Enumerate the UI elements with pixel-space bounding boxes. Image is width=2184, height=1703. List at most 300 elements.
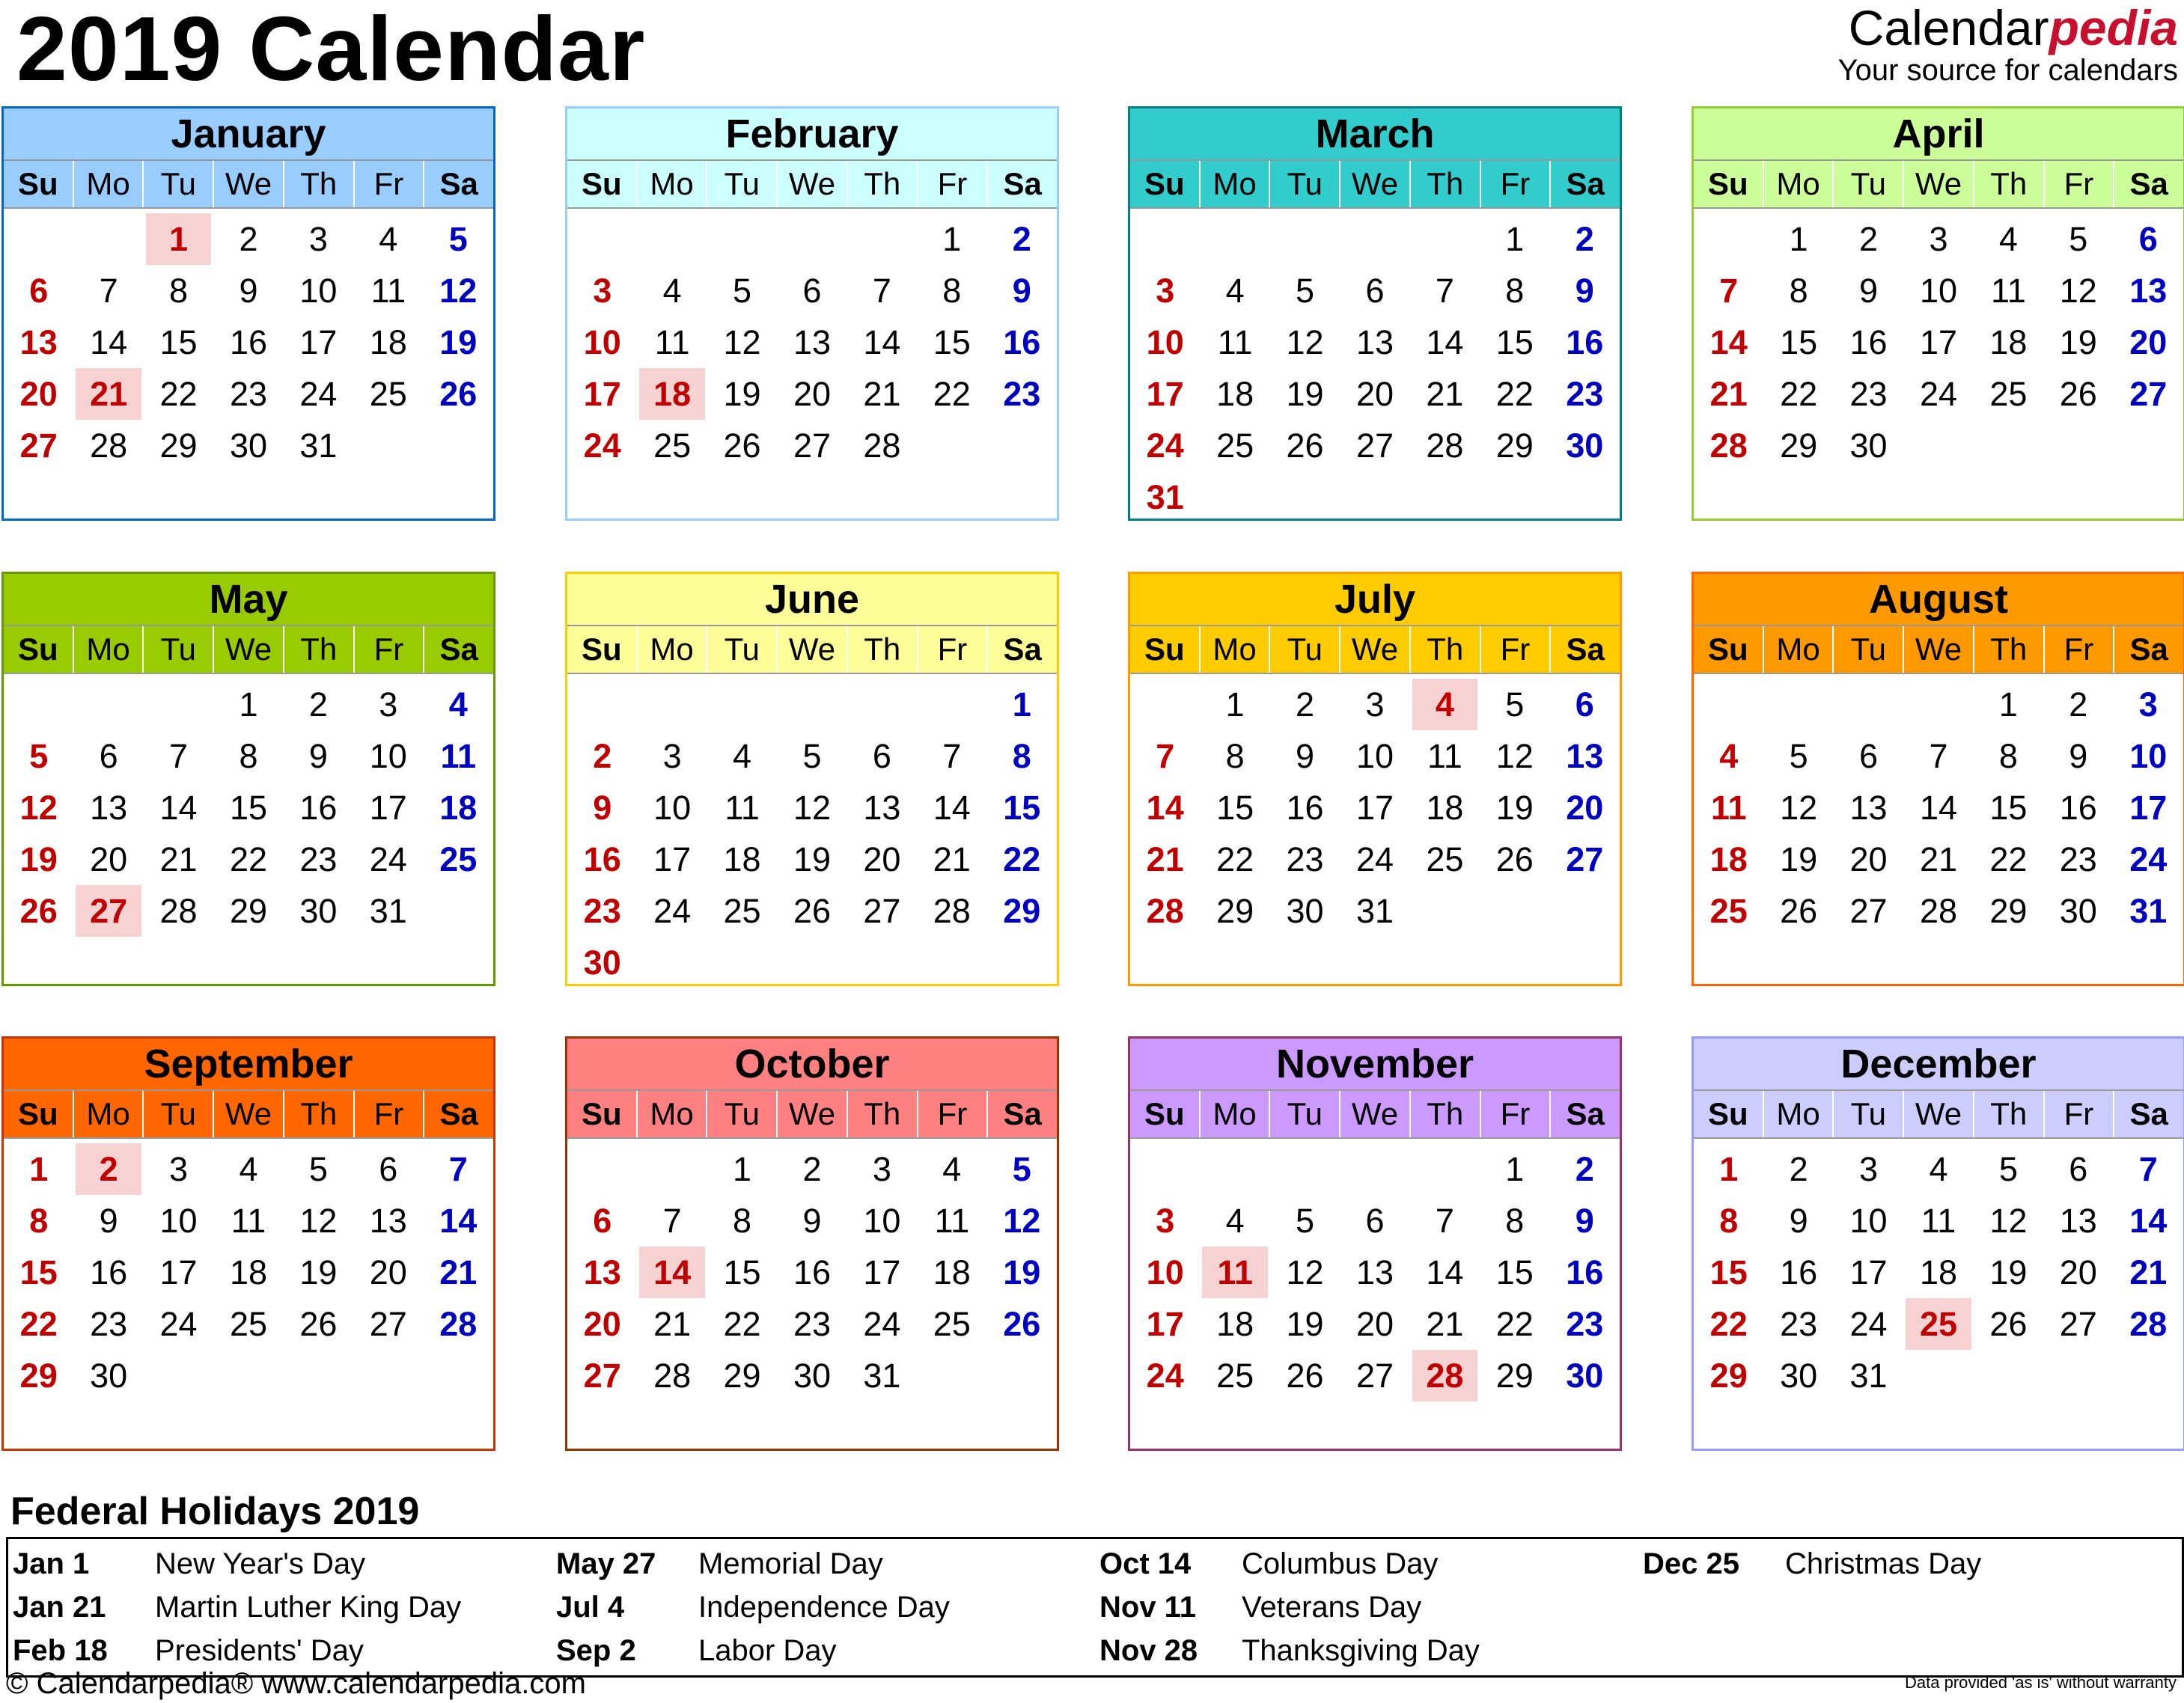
day-cell[interactable]: 24	[583, 426, 621, 465]
day-cell[interactable]: 13	[1849, 789, 1888, 827]
day-cell[interactable]: 13	[793, 323, 831, 361]
day-cell[interactable]: 4	[239, 1150, 258, 1188]
day-cell[interactable]: 21	[439, 1253, 478, 1291]
day-cell[interactable]: 13	[1566, 737, 1604, 775]
day-cell[interactable]: 26	[1780, 892, 1818, 930]
day-cell[interactable]: 18	[1709, 840, 1748, 878]
day-cell[interactable]: 17	[653, 840, 692, 878]
day-cell[interactable]: 22	[1780, 375, 1818, 413]
day-cell[interactable]: 25	[1216, 426, 1254, 465]
day-cell[interactable]: 18	[229, 1253, 267, 1291]
day-cell[interactable]: 24	[1355, 840, 1394, 878]
day-cell[interactable]: 23	[1003, 375, 1041, 413]
day-cell[interactable]: 7	[448, 1150, 468, 1188]
day-cell[interactable]: 25	[1426, 840, 1464, 878]
day-cell[interactable]: 26	[793, 892, 831, 930]
day-cell[interactable]: 29	[19, 1357, 58, 1395]
day-cell[interactable]: 13	[2129, 272, 2168, 310]
day-cell[interactable]: 13	[863, 789, 901, 827]
day-cell[interactable]: 10	[1146, 323, 1184, 361]
day-cell[interactable]: 27	[2059, 1305, 2097, 1343]
day-cell[interactable]: 28	[1919, 892, 1957, 930]
day-cell[interactable]: 14	[1919, 789, 1957, 827]
day-cell[interactable]: 31	[369, 892, 407, 930]
day-cell[interactable]: 5	[2069, 220, 2088, 258]
day-cell[interactable]: 8	[1789, 272, 1808, 310]
day-cell[interactable]: 15	[1216, 789, 1254, 827]
day-cell[interactable]: 8	[942, 272, 962, 310]
day-cell[interactable]: 29	[1003, 892, 1041, 930]
day-cell[interactable]: 13	[583, 1253, 621, 1291]
day-cell[interactable]: 17	[1146, 1305, 1184, 1343]
day-cell[interactable]: 24	[1146, 1357, 1184, 1395]
day-cell[interactable]: 3	[1156, 272, 1175, 310]
day-cell[interactable]: 30	[1566, 1357, 1604, 1395]
day-cell[interactable]: 3	[1859, 1150, 1879, 1188]
day-cell[interactable]: 3	[872, 1150, 891, 1188]
day-cell[interactable]: 21	[933, 840, 971, 878]
day-cell[interactable]: 30	[583, 944, 621, 982]
day-cell[interactable]: 29	[159, 426, 198, 465]
day-cell[interactable]: 23	[1566, 1305, 1604, 1343]
day-cell[interactable]: 30	[1780, 1357, 1818, 1395]
day-cell[interactable]: 16	[793, 1253, 831, 1291]
day-cell[interactable]: 3	[1929, 220, 1948, 258]
day-cell[interactable]: 29	[1709, 1357, 1748, 1395]
day-cell[interactable]: 8	[1505, 1202, 1525, 1240]
day-cell[interactable]: 19	[299, 1253, 338, 1291]
day-cell[interactable]: 2	[1789, 1150, 1808, 1188]
day-cell[interactable]: 21	[76, 368, 141, 420]
day-cell[interactable]: 8	[239, 737, 258, 775]
day-cell[interactable]: 1	[1225, 685, 1245, 724]
day-cell[interactable]: 14	[1146, 789, 1184, 827]
day-cell[interactable]: 6	[2069, 1150, 2088, 1188]
day-cell[interactable]: 21	[1426, 375, 1464, 413]
day-cell[interactable]: 4	[942, 1150, 962, 1188]
day-cell[interactable]: 18	[723, 840, 761, 878]
day-cell[interactable]: 25	[1906, 1298, 1971, 1350]
day-cell[interactable]: 23	[1286, 840, 1324, 878]
day-cell[interactable]: 16	[1780, 1253, 1818, 1291]
day-cell[interactable]: 17	[863, 1253, 901, 1291]
day-cell[interactable]: 10	[583, 323, 621, 361]
day-cell[interactable]: 9	[802, 1202, 822, 1240]
day-cell[interactable]: 17	[1146, 375, 1184, 413]
day-cell[interactable]: 7	[1435, 1202, 1454, 1240]
day-cell[interactable]: 19	[723, 375, 761, 413]
day-cell[interactable]: 24	[1146, 426, 1184, 465]
day-cell[interactable]: 26	[723, 426, 761, 465]
day-cell[interactable]: 2	[239, 220, 258, 258]
day-cell[interactable]: 18	[1919, 1253, 1957, 1291]
day-cell[interactable]: 25	[653, 426, 692, 465]
day-cell[interactable]: 23	[229, 375, 267, 413]
day-cell[interactable]: 13	[369, 1202, 407, 1240]
day-cell[interactable]: 10	[1849, 1202, 1888, 1240]
day-cell[interactable]: 9	[99, 1202, 118, 1240]
day-cell[interactable]: 20	[863, 840, 901, 878]
day-cell[interactable]: 10	[653, 789, 692, 827]
day-cell[interactable]: 30	[1849, 426, 1888, 465]
day-cell[interactable]: 7	[1156, 737, 1175, 775]
day-cell[interactable]: 6	[1859, 737, 1879, 775]
day-cell[interactable]: 23	[90, 1305, 128, 1343]
day-cell[interactable]: 18	[933, 1253, 971, 1291]
day-cell[interactable]: 18	[639, 368, 704, 420]
day-cell[interactable]: 15	[229, 789, 267, 827]
day-cell[interactable]: 11	[934, 1202, 970, 1240]
day-cell[interactable]: 10	[863, 1202, 901, 1240]
day-cell[interactable]: 12	[19, 789, 58, 827]
day-cell[interactable]: 2	[802, 1150, 822, 1188]
day-cell[interactable]: 20	[90, 840, 128, 878]
day-cell[interactable]: 17	[159, 1253, 198, 1291]
day-cell[interactable]: 17	[1849, 1253, 1888, 1291]
day-cell[interactable]: 18	[1426, 789, 1464, 827]
day-cell[interactable]: 16	[90, 1253, 128, 1291]
day-cell[interactable]: 12	[1286, 1253, 1324, 1291]
day-cell[interactable]: 20	[1849, 840, 1888, 878]
day-cell[interactable]: 26	[1286, 1357, 1324, 1395]
day-cell[interactable]: 5	[308, 1150, 328, 1188]
day-cell[interactable]: 24	[159, 1305, 198, 1343]
day-cell[interactable]: 3	[2138, 685, 2158, 724]
day-cell[interactable]: 1	[146, 213, 211, 265]
day-cell[interactable]: 14	[1709, 323, 1748, 361]
day-cell[interactable]: 14	[439, 1202, 478, 1240]
day-cell[interactable]: 2	[2069, 685, 2088, 724]
day-cell[interactable]: 25	[933, 1305, 971, 1343]
day-cell[interactable]: 27	[76, 885, 141, 937]
day-cell[interactable]: 17	[2129, 789, 2168, 827]
day-cell[interactable]: 15	[19, 1253, 58, 1291]
day-cell[interactable]: 30	[299, 892, 338, 930]
day-cell[interactable]: 3	[593, 272, 612, 310]
day-cell[interactable]: 31	[1849, 1357, 1888, 1395]
day-cell[interactable]: 23	[299, 840, 338, 878]
day-cell[interactable]: 22	[1989, 840, 2028, 878]
day-cell[interactable]: 28	[439, 1305, 478, 1343]
day-cell[interactable]: 12	[1989, 1202, 2028, 1240]
day-cell[interactable]: 27	[1355, 426, 1394, 465]
day-cell[interactable]: 22	[1495, 375, 1534, 413]
day-cell[interactable]: 31	[1146, 478, 1184, 516]
day-cell[interactable]: 18	[1216, 1305, 1254, 1343]
day-cell[interactable]: 1	[1505, 220, 1525, 258]
day-cell[interactable]: 16	[1286, 789, 1324, 827]
day-cell[interactable]: 20	[369, 1253, 407, 1291]
day-cell[interactable]: 11	[1427, 737, 1462, 775]
day-cell[interactable]: 19	[1780, 840, 1818, 878]
day-cell[interactable]: 18	[1216, 375, 1254, 413]
day-cell[interactable]: 7	[1929, 737, 1948, 775]
day-cell[interactable]: 1	[1012, 685, 1031, 724]
day-cell[interactable]: 9	[2069, 737, 2088, 775]
day-cell[interactable]: 29	[1216, 892, 1254, 930]
day-cell[interactable]: 30	[2059, 892, 2097, 930]
day-cell[interactable]: 28	[1426, 426, 1464, 465]
day-cell[interactable]: 18	[369, 323, 407, 361]
day-cell[interactable]: 24	[1919, 375, 1957, 413]
day-cell[interactable]: 23	[1849, 375, 1888, 413]
day-cell[interactable]: 20	[19, 375, 58, 413]
day-cell[interactable]: 12	[1003, 1202, 1041, 1240]
day-cell[interactable]: 15	[1989, 789, 2028, 827]
day-cell[interactable]: 3	[1365, 685, 1385, 724]
day-cell[interactable]: 21	[2129, 1253, 2168, 1291]
day-cell[interactable]: 1	[29, 1150, 49, 1188]
day-cell[interactable]: 14	[1426, 323, 1464, 361]
day-cell[interactable]: 19	[1495, 789, 1534, 827]
day-cell[interactable]: 23	[1566, 375, 1604, 413]
day-cell[interactable]: 24	[369, 840, 407, 878]
day-cell[interactable]: 23	[583, 892, 621, 930]
day-cell[interactable]: 14	[159, 789, 198, 827]
day-cell[interactable]: 1	[239, 685, 258, 724]
day-cell[interactable]: 25	[229, 1305, 267, 1343]
day-cell[interactable]: 2	[1012, 220, 1031, 258]
day-cell[interactable]: 4	[1929, 1150, 1948, 1188]
day-cell[interactable]: 11	[370, 272, 406, 310]
day-cell[interactable]: 29	[1495, 1357, 1534, 1395]
day-cell[interactable]: 19	[19, 840, 58, 878]
day-cell[interactable]: 26	[2059, 375, 2097, 413]
day-cell[interactable]: 8	[169, 272, 189, 310]
day-cell[interactable]: 25	[723, 892, 761, 930]
day-cell[interactable]: 22	[19, 1305, 58, 1343]
day-cell[interactable]: 7	[1719, 272, 1739, 310]
day-cell[interactable]: 17	[299, 323, 338, 361]
day-cell[interactable]: 1	[1719, 1150, 1739, 1188]
day-cell[interactable]: 14	[2129, 1202, 2168, 1240]
day-cell[interactable]: 12	[1780, 789, 1818, 827]
day-cell[interactable]: 15	[1003, 789, 1041, 827]
day-cell[interactable]: 1	[1505, 1150, 1525, 1188]
day-cell[interactable]: 13	[90, 789, 128, 827]
day-cell[interactable]: 4	[1998, 220, 2018, 258]
day-cell[interactable]: 2	[1296, 685, 1315, 724]
day-cell[interactable]: 26	[1286, 426, 1324, 465]
day-cell[interactable]: 13	[19, 323, 58, 361]
day-cell[interactable]: 14	[90, 323, 128, 361]
day-cell[interactable]: 28	[653, 1357, 692, 1395]
day-cell[interactable]: 13	[2059, 1202, 2097, 1240]
day-cell[interactable]: 27	[19, 426, 58, 465]
day-cell[interactable]: 28	[1412, 1350, 1477, 1401]
day-cell[interactable]: 9	[1296, 737, 1315, 775]
day-cell[interactable]: 30	[1566, 426, 1604, 465]
day-cell[interactable]: 8	[733, 1202, 752, 1240]
day-cell[interactable]: 26	[299, 1305, 338, 1343]
day-cell[interactable]: 12	[793, 789, 831, 827]
day-cell[interactable]: 8	[1012, 737, 1031, 775]
day-cell[interactable]: 22	[1709, 1305, 1748, 1343]
day-cell[interactable]: 2	[593, 737, 612, 775]
day-cell[interactable]: 5	[1012, 1150, 1031, 1188]
day-cell[interactable]: 7	[942, 737, 962, 775]
day-cell[interactable]: 6	[99, 737, 118, 775]
day-cell[interactable]: 12	[1286, 323, 1324, 361]
day-cell[interactable]: 22	[229, 840, 267, 878]
day-cell[interactable]: 5	[448, 220, 468, 258]
day-cell[interactable]: 3	[662, 737, 682, 775]
day-cell[interactable]: 6	[379, 1150, 398, 1188]
day-cell[interactable]: 1	[1789, 220, 1808, 258]
day-cell[interactable]: 28	[933, 892, 971, 930]
day-cell[interactable]: 16	[2059, 789, 2097, 827]
day-cell[interactable]: 6	[29, 272, 49, 310]
day-cell[interactable]: 17	[1355, 789, 1394, 827]
day-cell[interactable]: 22	[1003, 840, 1041, 878]
day-cell[interactable]: 5	[1505, 685, 1525, 724]
day-cell[interactable]: 1	[1998, 685, 2018, 724]
day-cell[interactable]: 8	[1719, 1202, 1739, 1240]
day-cell[interactable]: 12	[723, 323, 761, 361]
day-cell[interactable]: 16	[583, 840, 621, 878]
day-cell[interactable]: 21	[1426, 1305, 1464, 1343]
day-cell[interactable]: 24	[863, 1305, 901, 1343]
day-cell[interactable]: 10	[159, 1202, 198, 1240]
day-cell[interactable]: 19	[1286, 1305, 1324, 1343]
day-cell[interactable]: 18	[439, 789, 478, 827]
day-cell[interactable]: 10	[299, 272, 338, 310]
day-cell[interactable]: 10	[1146, 1253, 1184, 1291]
day-cell[interactable]: 15	[1780, 323, 1818, 361]
day-cell[interactable]: 21	[1146, 840, 1184, 878]
day-cell[interactable]: 24	[653, 892, 692, 930]
day-cell[interactable]: 25	[439, 840, 478, 878]
day-cell[interactable]: 8	[1225, 737, 1245, 775]
day-cell[interactable]: 4	[733, 737, 752, 775]
day-cell[interactable]: 5	[29, 737, 49, 775]
day-cell[interactable]: 28	[863, 426, 901, 465]
day-cell[interactable]: 7	[99, 272, 118, 310]
day-cell[interactable]: 25	[1989, 375, 2028, 413]
day-cell[interactable]: 29	[229, 892, 267, 930]
day-cell[interactable]: 3	[379, 685, 398, 724]
day-cell[interactable]: 12	[299, 1202, 338, 1240]
day-cell[interactable]: 6	[802, 272, 822, 310]
day-cell[interactable]: 4	[1412, 679, 1477, 730]
day-cell[interactable]: 13	[1355, 323, 1394, 361]
day-cell[interactable]: 6	[1365, 272, 1385, 310]
day-cell[interactable]: 21	[1919, 840, 1957, 878]
day-cell[interactable]: 4	[662, 272, 682, 310]
day-cell[interactable]: 28	[2129, 1305, 2168, 1343]
day-cell[interactable]: 11	[1710, 789, 1747, 827]
day-cell[interactable]: 12	[2059, 272, 2097, 310]
day-cell[interactable]: 27	[1849, 892, 1888, 930]
day-cell[interactable]: 29	[1989, 892, 2028, 930]
day-cell[interactable]: 31	[1355, 892, 1394, 930]
day-cell[interactable]: 24	[1849, 1305, 1888, 1343]
day-cell[interactable]: 15	[723, 1253, 761, 1291]
day-cell[interactable]: 14	[863, 323, 901, 361]
day-cell[interactable]: 15	[159, 323, 198, 361]
day-cell[interactable]: 11	[440, 737, 477, 775]
day-cell[interactable]: 2	[1575, 220, 1594, 258]
day-cell[interactable]: 2	[1575, 1150, 1594, 1188]
day-cell[interactable]: 27	[369, 1305, 407, 1343]
day-cell[interactable]: 30	[793, 1357, 831, 1395]
day-cell[interactable]: 4	[1225, 1202, 1245, 1240]
day-cell[interactable]: 20	[1566, 789, 1604, 827]
day-cell[interactable]: 27	[863, 892, 901, 930]
day-cell[interactable]: 21	[159, 840, 198, 878]
day-cell[interactable]: 19	[2059, 323, 2097, 361]
day-cell[interactable]: 14	[1426, 1253, 1464, 1291]
day-cell[interactable]: 26	[1495, 840, 1534, 878]
day-cell[interactable]: 29	[1495, 426, 1534, 465]
day-cell[interactable]: 31	[299, 426, 338, 465]
day-cell[interactable]: 23	[1780, 1305, 1818, 1343]
day-cell[interactable]: 17	[583, 375, 621, 413]
day-cell[interactable]: 6	[872, 737, 891, 775]
day-cell[interactable]: 24	[2129, 840, 2168, 878]
day-cell[interactable]: 18	[1989, 323, 2028, 361]
day-cell[interactable]: 14	[933, 789, 971, 827]
day-cell[interactable]: 21	[653, 1305, 692, 1343]
day-cell[interactable]: 20	[1355, 1305, 1394, 1343]
day-cell[interactable]: 13	[1355, 1253, 1394, 1291]
day-cell[interactable]: 19	[439, 323, 478, 361]
day-cell[interactable]: 25	[1216, 1357, 1254, 1395]
day-cell[interactable]: 7	[169, 737, 189, 775]
day-cell[interactable]: 26	[19, 892, 58, 930]
day-cell[interactable]: 28	[90, 426, 128, 465]
day-cell[interactable]: 11	[1991, 272, 2026, 310]
day-cell[interactable]: 29	[1780, 426, 1818, 465]
day-cell[interactable]: 8	[1998, 737, 2018, 775]
day-cell[interactable]: 19	[1286, 375, 1324, 413]
day-cell[interactable]: 6	[593, 1202, 612, 1240]
day-cell[interactable]: 16	[229, 323, 267, 361]
day-cell[interactable]: 5	[1296, 272, 1315, 310]
day-cell[interactable]: 16	[1566, 323, 1604, 361]
day-cell[interactable]: 27	[1566, 840, 1604, 878]
day-cell[interactable]: 5	[1789, 737, 1808, 775]
day-cell[interactable]: 9	[1012, 272, 1031, 310]
day-cell[interactable]: 9	[308, 737, 328, 775]
day-cell[interactable]: 19	[793, 840, 831, 878]
day-cell[interactable]: 3	[1156, 1202, 1175, 1240]
day-cell[interactable]: 5	[1998, 1150, 2018, 1188]
day-cell[interactable]: 20	[583, 1305, 621, 1343]
day-cell[interactable]: 26	[1989, 1305, 2028, 1343]
day-cell[interactable]: 23	[2059, 840, 2097, 878]
day-cell[interactable]: 15	[1495, 323, 1534, 361]
day-cell[interactable]: 6	[2138, 220, 2158, 258]
day-cell[interactable]: 10	[1355, 737, 1394, 775]
day-cell[interactable]: 15	[1709, 1253, 1748, 1291]
day-cell[interactable]: 2	[1859, 220, 1879, 258]
day-cell[interactable]: 10	[1919, 272, 1957, 310]
day-cell[interactable]: 25	[369, 375, 407, 413]
day-cell[interactable]: 11	[1202, 1247, 1267, 1298]
day-cell[interactable]: 29	[723, 1357, 761, 1395]
day-cell[interactable]: 30	[1286, 892, 1324, 930]
day-cell[interactable]: 19	[1003, 1253, 1041, 1291]
day-cell[interactable]: 16	[299, 789, 338, 827]
day-cell[interactable]: 30	[90, 1357, 128, 1395]
day-cell[interactable]: 6	[1575, 685, 1594, 724]
day-cell[interactable]: 5	[733, 272, 752, 310]
day-cell[interactable]: 10	[2129, 737, 2168, 775]
day-cell[interactable]: 8	[1505, 272, 1525, 310]
day-cell[interactable]: 28	[1709, 426, 1748, 465]
day-cell[interactable]: 31	[863, 1357, 901, 1395]
